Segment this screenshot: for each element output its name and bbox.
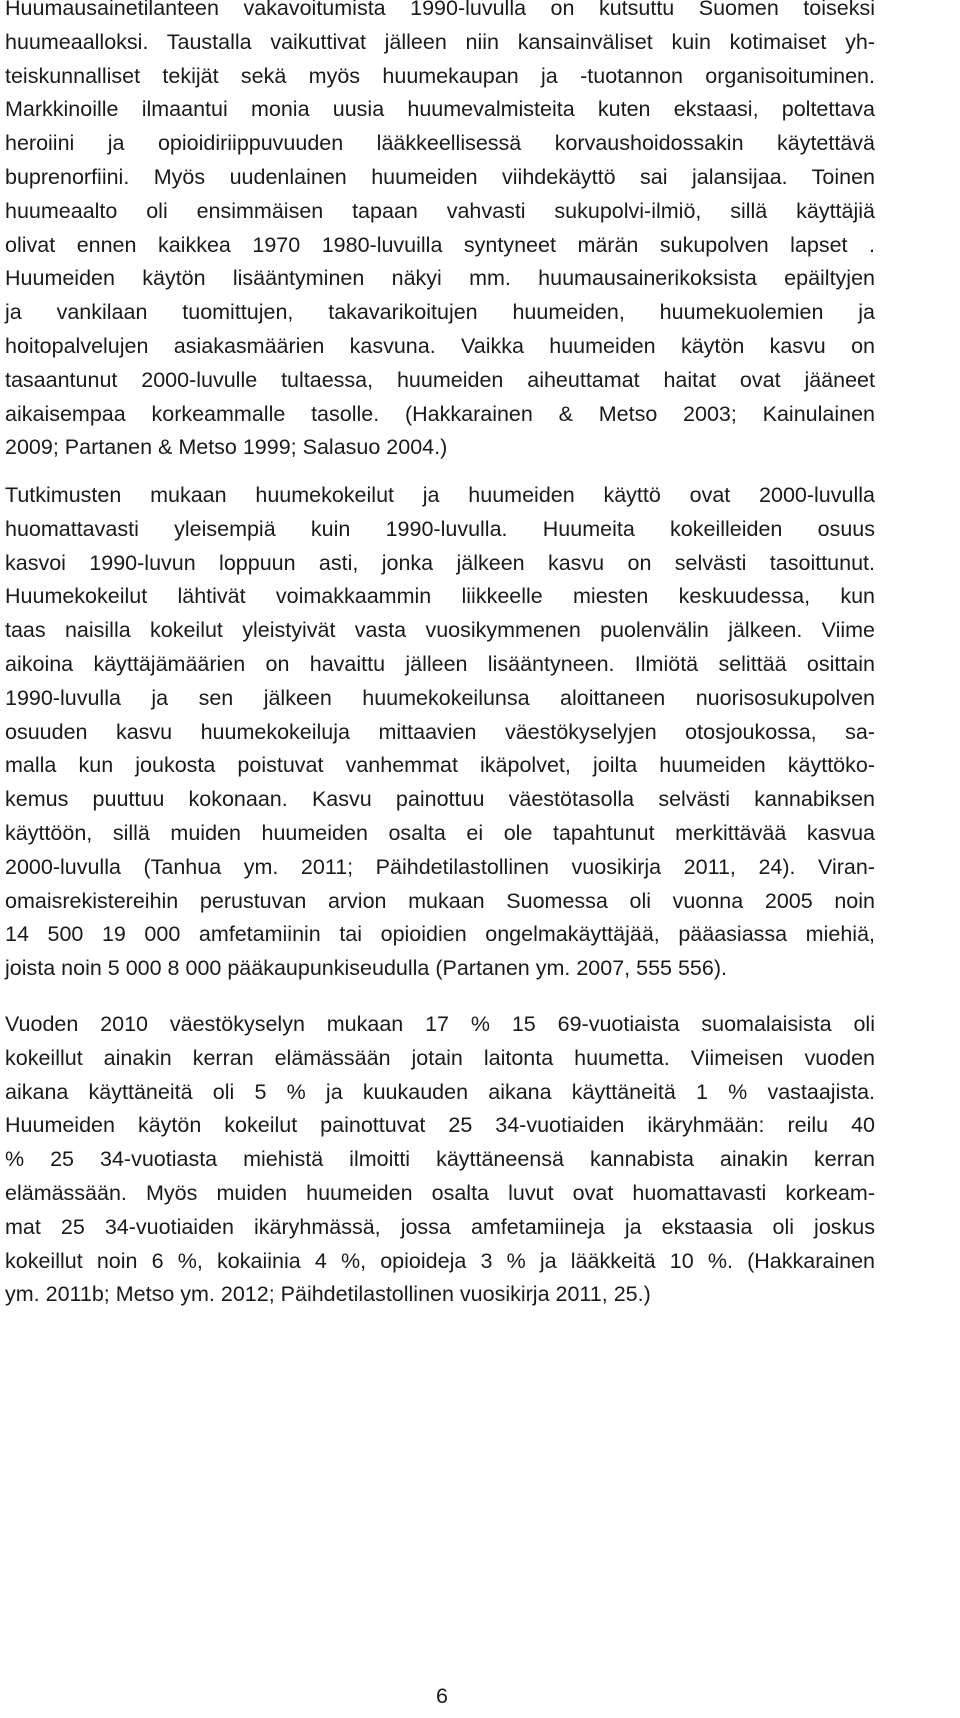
text-line: kemus puuttuu kokonaan. Kasvu painottuu väestötasolla selvästi kannabiksen bbox=[5, 787, 875, 812]
text-line: aikaisempaa korkeammalle tasolle. (Hakkarainen & Metso 2003; Kainulainen bbox=[5, 401, 875, 426]
text-line: ja vankilaan tuomittujen, takavarikoitujen huumeiden, huumekuolemien ja bbox=[5, 300, 875, 325]
text-line: teiskunnalliset tekijät sekä myös huumekaupan ja -tuotannon organisoituminen. bbox=[5, 63, 875, 88]
text-line: käyttöön, sillä muiden huumeiden osalta ei ole tapahtunut merkittävää kasvua bbox=[5, 820, 875, 845]
text-line: % 25 34-vuotiasta miehistä ilmoitti käyttäneensä kannabista ainakin kerran bbox=[5, 1147, 875, 1172]
text-line: Huumausainetilanteen vakavoitumista 1990-luvulla on kutsuttu Suomen toiseksi bbox=[5, 0, 875, 20]
text-line: 2000-luvulla (Tanhua ym. 2011; Päihdetilastollinen vuosikirja 2011, 24). Viran- bbox=[5, 854, 875, 879]
text-line: tasaantunut 2000-luvulle tultaessa, huumeiden aiheuttamat haitat ovat jääneet bbox=[5, 367, 875, 392]
text-line: joista noin 5 000 8 000 pääkaupunkiseudulla (Partanen ym. 2007, 555 556). bbox=[5, 956, 727, 981]
text-line: aikana käyttäneitä oli 5 % ja kuukauden aikana käyttäneitä 1 % vastaajista. bbox=[5, 1079, 875, 1104]
text-line: Huumeiden käytön lisääntyminen näkyi mm. huumausainerikoksista epäiltyjen bbox=[5, 266, 875, 291]
text-line: huomattavasti yleisempiä kuin 1990-luvulla. Huumeita kokeilleiden osuus bbox=[5, 516, 875, 541]
text-line: Huumeiden käytön kokeilut painottuvat 25 34-vuotiaiden ikäryhmään: reilu 40 bbox=[5, 1113, 875, 1138]
text-line: osuuden kasvu huumekokeiluja mittaavien väestökyselyjen otosjoukossa, sa- bbox=[5, 719, 875, 744]
text-line: huumeaalto oli ensimmäisen tapaan vahvasti sukupolvi-ilmiö, sillä käyttäjiä bbox=[5, 198, 875, 223]
text-line: aikoina käyttäjämäärien on havaittu jälleen lisääntyneen. Ilmiötä selittää osittain bbox=[5, 651, 875, 676]
text-line: Markkinoille ilmaantui monia uusia huumevalmisteita kuten ekstaasi, poltettava bbox=[5, 97, 875, 122]
page-number: 6 bbox=[436, 1684, 448, 1708]
paragraph-3 bbox=[5, 1008, 875, 1312]
text-line: 14 500 19 000 amfetamiinin tai opioidien ongelmakäyttäjää, pääasiassa miehiä, bbox=[5, 922, 875, 947]
text-line: elämässään. Myös muiden huumeiden osalta luvut ovat huomattavasti korkeam- bbox=[5, 1180, 875, 1205]
text-line: Huumekokeilut lähtivät voimakkaammin liikkeelle miesten keskuudessa, kun bbox=[5, 584, 875, 609]
text-line: hoitopalvelujen asiakasmäärien kasvuna. Vaikka huumeiden käytön kasvu on bbox=[5, 333, 875, 358]
text-line: ym. 2011b; Metso ym. 2012; Päihdetilastollinen vuosikirja 2011, 25.) bbox=[5, 1282, 651, 1307]
text-line: huumeaalloksi. Taustalla vaikuttivat jälleen niin kansainväliset kuin kotimaiset yh- bbox=[5, 29, 875, 54]
text-line: kasvoi 1990-luvun loppuun asti, jonka jälkeen kasvu on selvästi tasoittunut. bbox=[5, 550, 875, 575]
text-line: kokeillut ainakin kerran elämässään jotain laitonta huumetta. Viimeisen vuoden bbox=[5, 1045, 875, 1070]
text-line: buprenorfiini. Myös uudenlainen huumeiden viihdekäyttö sai jalansijaa. Toinen bbox=[5, 164, 875, 189]
text-line: taas naisilla kokeilut yleistyivät vasta vuosikymmenen puolenvälin jälkeen. Viime bbox=[5, 618, 875, 643]
text-line: omaisrekistereihin perustuvan arvion mukaan Suomessa oli vuonna 2005 noin bbox=[5, 888, 875, 913]
paragraph-2 bbox=[5, 479, 875, 986]
text-line: heroiini ja opioidiriippuvuuden lääkkeellisessä korvaushoidossakin käytettävä bbox=[5, 131, 875, 156]
text-line: mat 25 34-vuotiaiden ikäryhmässä, jossa amfetamiineja ja ekstaasia oli joskus bbox=[5, 1214, 875, 1239]
paragraph-1 bbox=[5, 0, 875, 465]
text-line: Vuoden 2010 väestökyselyn mukaan 17 % 15 69-vuotiaista suomalaisista oli bbox=[5, 1012, 875, 1036]
text-line: kokeillut noin 6 %, kokaiinia 4 %, opioideja 3 % ja lääkkeitä 10 %. (Hakkarainen bbox=[5, 1248, 875, 1273]
text-line: malla kun joukosta poistuvat vanhemmat ikäpolvet, joilta huumeiden käyttöko- bbox=[5, 753, 875, 778]
text-line: 2009; Partanen & Metso 1999; Salasuo 2004.) bbox=[5, 435, 448, 460]
text-line: Tutkimusten mukaan huumekokeilut ja huumeiden käyttö ovat 2000-luvulla bbox=[5, 483, 875, 507]
text-line: 1990-luvulla ja sen jälkeen huumekokeilunsa aloittaneen nuorisosukupolven bbox=[5, 685, 875, 710]
text-line: olivat ennen kaikkea 1970 1980-luvuilla syntyneet märän sukupolven lapset . bbox=[5, 232, 875, 257]
